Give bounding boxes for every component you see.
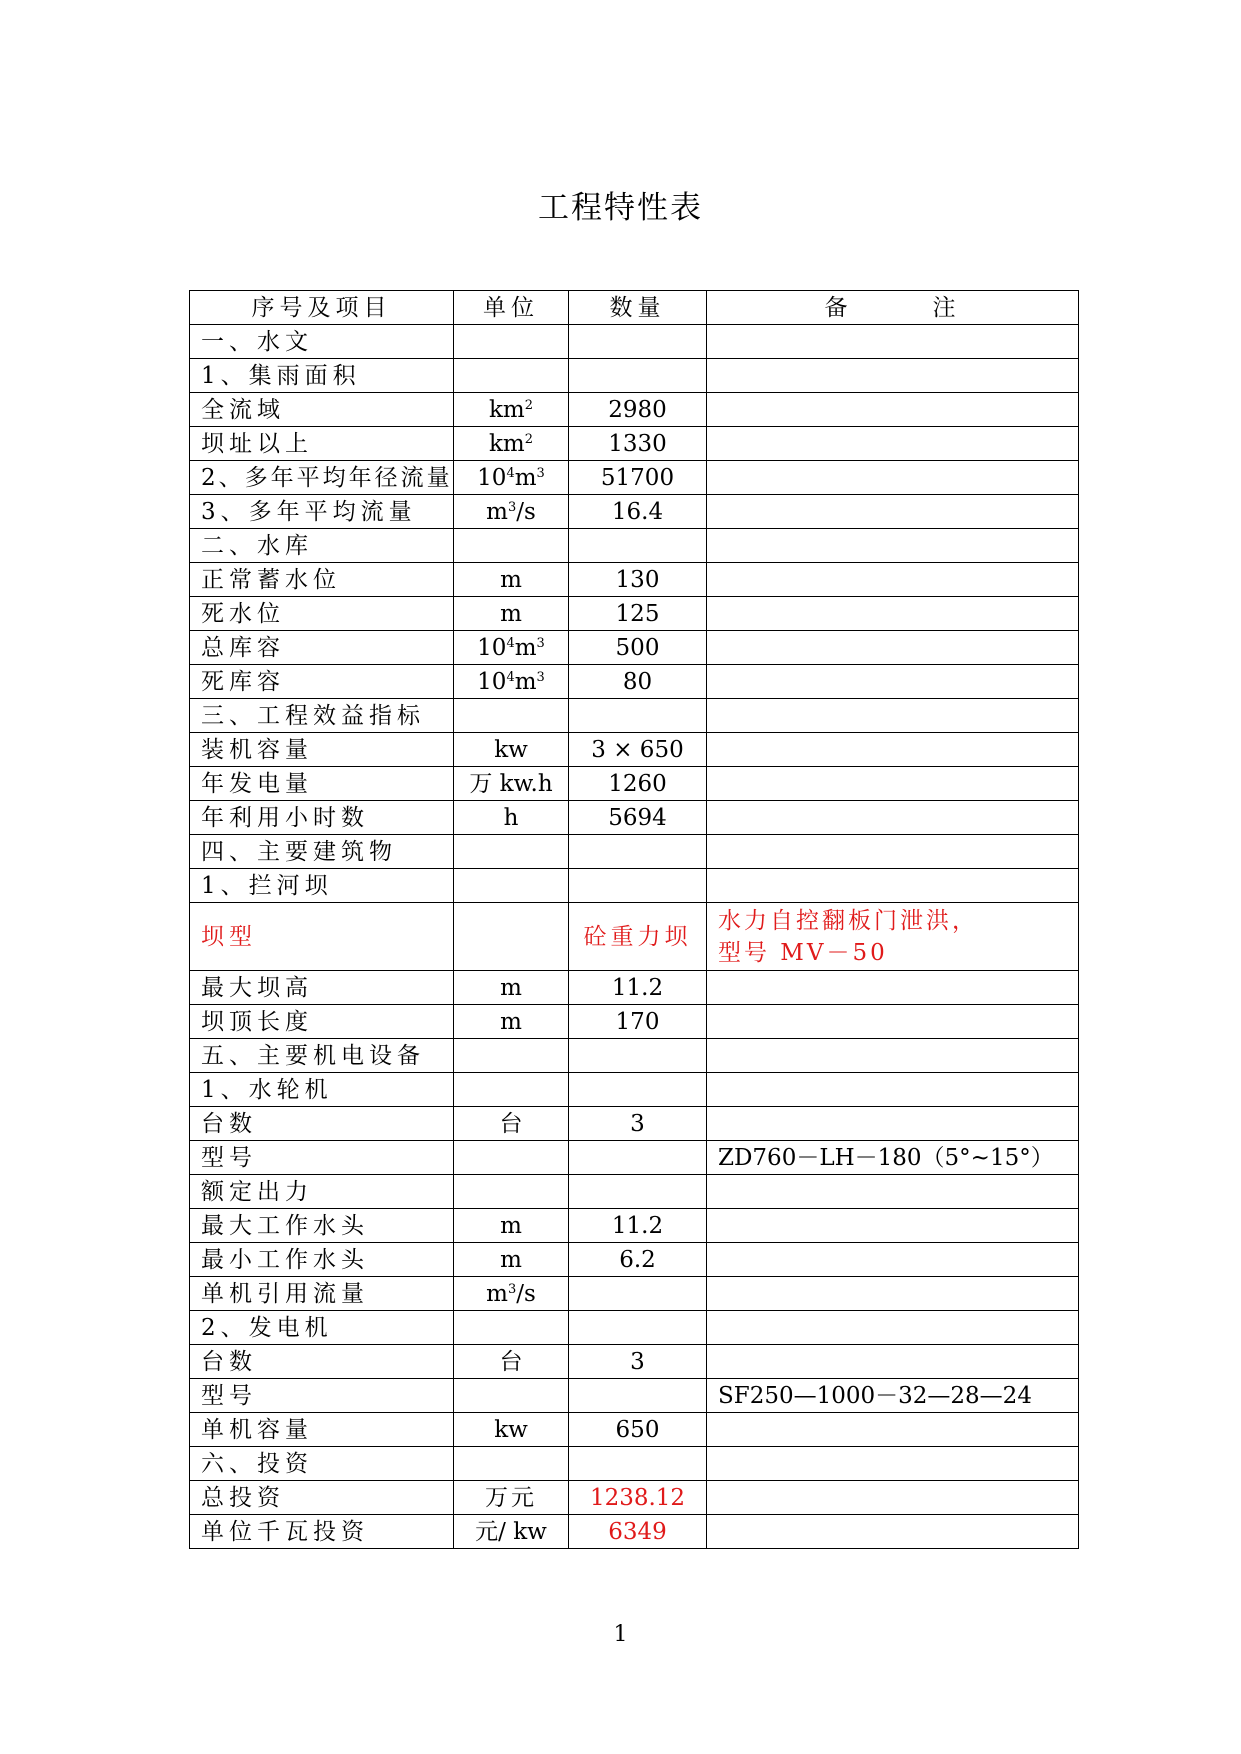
table-row bbox=[190, 1005, 1079, 1039]
cell-remark bbox=[707, 1209, 1079, 1243]
cell-remark bbox=[707, 665, 1079, 699]
cell-qty: 6349 bbox=[569, 1515, 707, 1549]
cell-remark bbox=[707, 699, 1079, 733]
cell-qty: 5694 bbox=[569, 801, 707, 835]
cell-remark bbox=[707, 359, 1079, 393]
cell-qty: 650 bbox=[569, 1413, 707, 1447]
cell-unit: m bbox=[454, 1209, 569, 1243]
table-header-row bbox=[190, 291, 1079, 325]
cell-qty: 500 bbox=[569, 631, 707, 665]
cell-item: 总库容 bbox=[190, 631, 454, 665]
table-row bbox=[190, 1311, 1079, 1345]
cell-qty bbox=[569, 1311, 707, 1345]
cell-remark bbox=[707, 563, 1079, 597]
cell-qty bbox=[569, 1277, 707, 1311]
table-row bbox=[190, 869, 1079, 903]
cell-unit: m bbox=[454, 971, 569, 1005]
cell-item: 2、多年平均年径流量 bbox=[190, 461, 454, 495]
table-row bbox=[190, 529, 1079, 563]
cell-item: 坝址以上 bbox=[190, 427, 454, 461]
cell-qty: 51700 bbox=[569, 461, 707, 495]
cell-qty bbox=[569, 699, 707, 733]
cell-qty: 11.2 bbox=[569, 971, 707, 1005]
cell-remark bbox=[707, 971, 1079, 1005]
cell-remark bbox=[707, 767, 1079, 801]
cell-remark bbox=[707, 495, 1079, 529]
cell-unit bbox=[454, 529, 569, 563]
table-row bbox=[190, 1209, 1079, 1243]
table-row bbox=[190, 427, 1079, 461]
cell-remark bbox=[707, 835, 1079, 869]
cell-item: 正常蓄水位 bbox=[190, 563, 454, 597]
table-row bbox=[190, 767, 1079, 801]
cell-item: 1、集雨面积 bbox=[190, 359, 454, 393]
table-row bbox=[190, 1277, 1079, 1311]
cell-qty bbox=[569, 325, 707, 359]
table-row bbox=[190, 597, 1079, 631]
cell-remark bbox=[707, 529, 1079, 563]
cell-unit: h bbox=[454, 801, 569, 835]
cell-item: 坝型 bbox=[190, 903, 454, 971]
cell-item: 三、工程效益指标 bbox=[190, 699, 454, 733]
cell-qty bbox=[569, 835, 707, 869]
header-remark: 备 注 bbox=[707, 291, 1079, 325]
engineering-spec-table bbox=[189, 290, 1079, 1549]
cell-remark bbox=[707, 1277, 1079, 1311]
table-row bbox=[190, 495, 1079, 529]
cell-unit: $10^4m^3$ bbox=[454, 665, 569, 699]
cell-item: 最小工作水头 bbox=[190, 1243, 454, 1277]
cell-item: 一、水文 bbox=[190, 325, 454, 359]
cell-unit bbox=[454, 835, 569, 869]
table-row bbox=[190, 1039, 1079, 1073]
table-row bbox=[190, 1073, 1079, 1107]
cell-remark bbox=[707, 427, 1079, 461]
cell-unit: $m^3/s$ bbox=[454, 1277, 569, 1311]
cell-unit bbox=[454, 1447, 569, 1481]
cell-unit: m bbox=[454, 563, 569, 597]
table-row bbox=[190, 801, 1079, 835]
cell-item: 3、多年平均流量 bbox=[190, 495, 454, 529]
cell-unit bbox=[454, 325, 569, 359]
cell-qty bbox=[569, 1039, 707, 1073]
page-number: 1 bbox=[613, 1622, 628, 1647]
cell-qty: 1260 bbox=[569, 767, 707, 801]
cell-item: 台数 bbox=[190, 1345, 454, 1379]
table-row bbox=[190, 563, 1079, 597]
cell-unit: $km^2$ bbox=[454, 427, 569, 461]
cell-remark bbox=[707, 393, 1079, 427]
cell-remark bbox=[707, 461, 1079, 495]
table-row bbox=[190, 631, 1079, 665]
cell-qty bbox=[569, 869, 707, 903]
cell-qty bbox=[569, 359, 707, 393]
table-row bbox=[190, 835, 1079, 869]
cell-item: 台数 bbox=[190, 1107, 454, 1141]
cell-item: 四、主要建筑物 bbox=[190, 835, 454, 869]
cell-remark bbox=[707, 1345, 1079, 1379]
table-row bbox=[190, 1107, 1079, 1141]
cell-remark bbox=[707, 1243, 1079, 1277]
cell-item: 死库容 bbox=[190, 665, 454, 699]
cell-remark bbox=[707, 1005, 1079, 1039]
cell-remark bbox=[707, 597, 1079, 631]
cell-qty: 1238.12 bbox=[569, 1481, 707, 1515]
cell-unit: m bbox=[454, 1005, 569, 1039]
cell-item: 最大坝高 bbox=[190, 971, 454, 1005]
cell-item: 型号 bbox=[190, 1141, 454, 1175]
table-row bbox=[190, 733, 1079, 767]
table-row bbox=[190, 971, 1079, 1005]
cell-item: 型号 bbox=[190, 1379, 454, 1413]
cell-unit: $10^4m^3$ bbox=[454, 631, 569, 665]
table-row bbox=[190, 699, 1079, 733]
cell-item: 额定出力 bbox=[190, 1175, 454, 1209]
cell-unit: $m^3/s$ bbox=[454, 495, 569, 529]
table-row bbox=[190, 1345, 1079, 1379]
cell-qty bbox=[569, 529, 707, 563]
cell-item: 五、主要机电设备 bbox=[190, 1039, 454, 1073]
cell-remark bbox=[707, 1175, 1079, 1209]
document-title: 工程特性表 bbox=[538, 190, 703, 226]
cell-qty: 3 × 650 bbox=[569, 733, 707, 767]
cell-item: 单机引用流量 bbox=[190, 1277, 454, 1311]
cell-qty: 6.2 bbox=[569, 1243, 707, 1277]
cell-qty: 3 bbox=[569, 1107, 707, 1141]
table-row bbox=[190, 461, 1079, 495]
cell-remark bbox=[707, 733, 1079, 767]
cell-item: 单位千瓦投资 bbox=[190, 1515, 454, 1549]
cell-qty: 11.2 bbox=[569, 1209, 707, 1243]
cell-qty: 16.4 bbox=[569, 495, 707, 529]
cell-item: 单机容量 bbox=[190, 1413, 454, 1447]
table-row bbox=[190, 903, 1079, 971]
cell-item: 总投资 bbox=[190, 1481, 454, 1515]
cell-unit: $10^4m^3$ bbox=[454, 461, 569, 495]
cell-remark bbox=[707, 1039, 1079, 1073]
cell-unit bbox=[454, 1175, 569, 1209]
cell-qty: 130 bbox=[569, 563, 707, 597]
header-quantity: 数量 bbox=[569, 291, 707, 325]
header-item: 序号及项目 bbox=[190, 291, 454, 325]
cell-qty bbox=[569, 1175, 707, 1209]
table-row bbox=[190, 1141, 1079, 1175]
cell-remark bbox=[707, 325, 1079, 359]
cell-remark bbox=[707, 1515, 1079, 1549]
cell-unit bbox=[454, 869, 569, 903]
cell-unit bbox=[454, 359, 569, 393]
cell-remark bbox=[707, 631, 1079, 665]
table-row bbox=[190, 325, 1079, 359]
cell-item: 年发电量 bbox=[190, 767, 454, 801]
cell-unit: 台 bbox=[454, 1345, 569, 1379]
table-row bbox=[190, 1413, 1079, 1447]
cell-item: 1、水轮机 bbox=[190, 1073, 454, 1107]
cell-unit bbox=[454, 1141, 569, 1175]
cell-qty: 3 bbox=[569, 1345, 707, 1379]
cell-qty: 125 bbox=[569, 597, 707, 631]
cell-remark bbox=[707, 1413, 1079, 1447]
cell-unit: m bbox=[454, 597, 569, 631]
cell-remark bbox=[707, 801, 1079, 835]
table-row bbox=[190, 1447, 1079, 1481]
cell-item: 死水位 bbox=[190, 597, 454, 631]
cell-qty: 砼重力坝 bbox=[569, 903, 707, 971]
cell-remark bbox=[707, 1073, 1079, 1107]
cell-unit bbox=[454, 903, 569, 971]
cell-unit bbox=[454, 1039, 569, 1073]
table-row bbox=[190, 665, 1079, 699]
cell-unit: kw bbox=[454, 733, 569, 767]
cell-qty: 2980 bbox=[569, 393, 707, 427]
table-row bbox=[190, 1175, 1079, 1209]
cell-item: 全流域 bbox=[190, 393, 454, 427]
cell-qty bbox=[569, 1379, 707, 1413]
cell-item: 年利用小时数 bbox=[190, 801, 454, 835]
cell-item: 最大工作水头 bbox=[190, 1209, 454, 1243]
cell-unit: 万 kw.h bbox=[454, 767, 569, 801]
cell-item: 六、投资 bbox=[190, 1447, 454, 1481]
cell-remark bbox=[707, 1447, 1079, 1481]
cell-unit bbox=[454, 1073, 569, 1107]
table-row bbox=[190, 393, 1079, 427]
cell-remark bbox=[707, 1107, 1079, 1141]
cell-remark bbox=[707, 1311, 1079, 1345]
cell-item: 二、水库 bbox=[190, 529, 454, 563]
cell-unit: kw bbox=[454, 1413, 569, 1447]
cell-unit bbox=[454, 1311, 569, 1345]
cell-qty: 80 bbox=[569, 665, 707, 699]
cell-unit: 台 bbox=[454, 1107, 569, 1141]
cell-remark bbox=[707, 869, 1079, 903]
cell-remark bbox=[707, 903, 1079, 971]
cell-qty bbox=[569, 1141, 707, 1175]
table-row bbox=[190, 1481, 1079, 1515]
cell-unit: 万元 bbox=[454, 1481, 569, 1515]
table-row bbox=[190, 1515, 1079, 1549]
table-row bbox=[190, 1243, 1079, 1277]
remark-line: 型号 MV－50 bbox=[718, 939, 888, 966]
cell-unit: 元/ kw bbox=[454, 1515, 569, 1549]
cell-qty bbox=[569, 1073, 707, 1107]
remark-line: 水力自控翻板门泄洪， bbox=[718, 907, 978, 934]
table-row bbox=[190, 1379, 1079, 1413]
cell-unit bbox=[454, 1379, 569, 1413]
cell-remark: ZD760－LH－180（5°~15°） bbox=[707, 1141, 1079, 1175]
cell-unit bbox=[454, 699, 569, 733]
cell-item: 2、发电机 bbox=[190, 1311, 454, 1345]
cell-item: 装机容量 bbox=[190, 733, 454, 767]
cell-remark: SF250—1000－32—28—24 bbox=[707, 1379, 1079, 1413]
cell-unit: m bbox=[454, 1243, 569, 1277]
cell-remark bbox=[707, 1481, 1079, 1515]
table-row bbox=[190, 359, 1079, 393]
header-unit: 单位 bbox=[454, 291, 569, 325]
cell-qty: 1330 bbox=[569, 427, 707, 461]
cell-qty: 170 bbox=[569, 1005, 707, 1039]
cell-qty bbox=[569, 1447, 707, 1481]
cell-item: 坝顶长度 bbox=[190, 1005, 454, 1039]
cell-item: 1、拦河坝 bbox=[190, 869, 454, 903]
cell-unit: $km^2$ bbox=[454, 393, 569, 427]
